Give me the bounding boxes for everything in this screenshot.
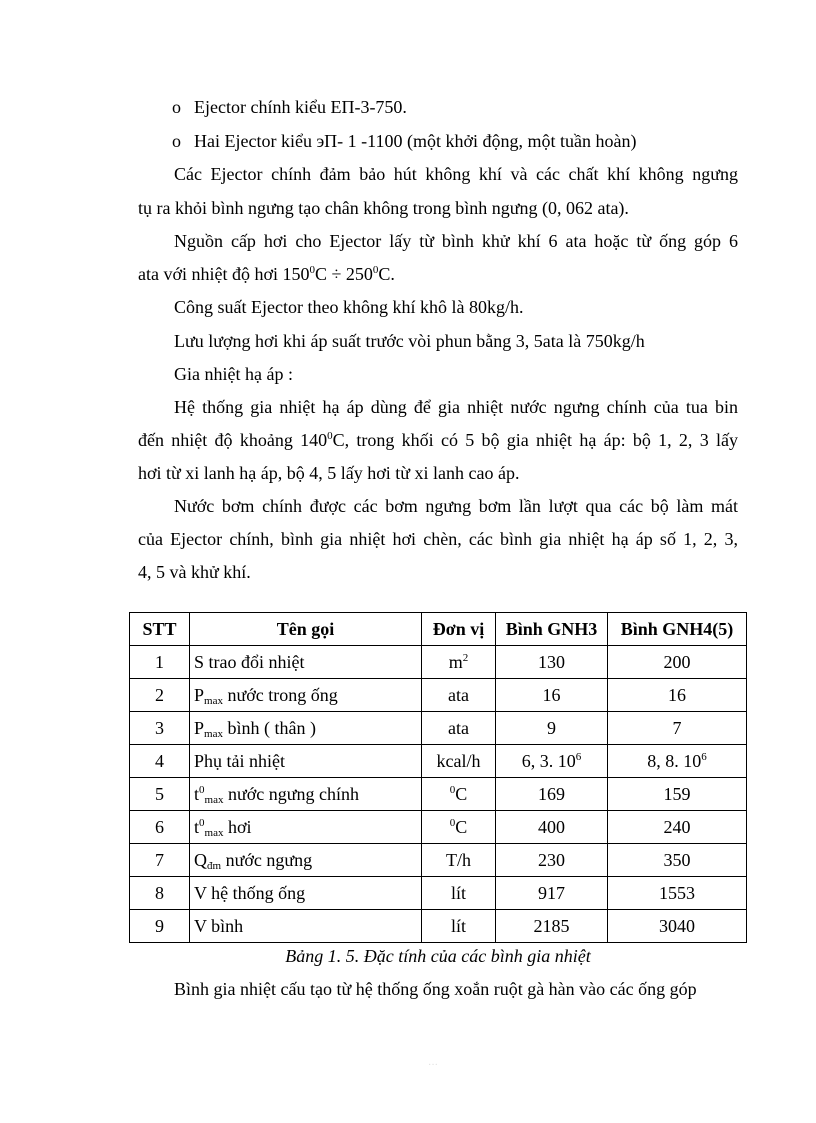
name-symbol: t	[194, 784, 200, 804]
cell-name	[190, 646, 422, 679]
stt-text: 5	[155, 784, 164, 804]
cell-gnh4	[608, 877, 747, 910]
gnh4-value: 200	[663, 652, 691, 672]
bullet-item-2	[172, 130, 637, 152]
text-run: C.	[378, 264, 395, 284]
unit-text: kcal/h	[436, 751, 481, 771]
bullet-marker: o	[172, 131, 181, 151]
section-heading: Gia nhiệt hạ áp :	[174, 364, 293, 384]
paragraph-7: Bình gia nhiệt cấu tạo từ hệ thống ống xoắn ruột gà hàn vào các ống góp	[174, 979, 697, 999]
superscript: 0	[327, 430, 333, 442]
cell-stt	[130, 679, 190, 712]
unit-text: C	[455, 784, 468, 804]
table-row	[130, 778, 747, 811]
paragraph-5-line-1: Hệ thống gia nhiệt hạ áp dùng để gia nhiệt nước ngưng chính của tua bin	[174, 397, 738, 417]
paragraph-4: Lưu lượng hơi khi áp suất trước vòi phun bằng 3, 5ata là 750kg/h	[174, 331, 645, 351]
name-text: V bình	[194, 916, 244, 936]
gnh3-value: 917	[538, 883, 565, 903]
cell-unit	[422, 646, 496, 679]
paragraph-6-line-3: 4, 5 và khử khí.	[138, 562, 251, 582]
stt-text: 8	[155, 883, 164, 903]
cell-gnh3	[496, 646, 608, 679]
cell-name	[190, 679, 422, 712]
table-row	[130, 679, 747, 712]
name-text: V hệ thống ống	[194, 883, 306, 903]
name-symbol: t	[194, 817, 200, 837]
name-symbol: P	[194, 685, 205, 705]
gnh4-value: 240	[663, 817, 691, 837]
gnh3-exponent: 6	[575, 751, 582, 763]
name-superscript: 0	[199, 817, 205, 829]
stt-text: 6	[155, 817, 164, 837]
cell-stt	[130, 778, 190, 811]
paragraph-6-line-2: của Ejector chính, bình gia nhiệt hơi chèn, các bình gia nhiệt hạ áp số 1, 2, 3,	[138, 529, 738, 549]
text-run: C, trong khối có 5 bộ gia nhiệt hạ áp: bộ 1, 2, 3 lấy	[332, 430, 738, 450]
name-subscript: max	[204, 695, 223, 707]
gnh3-value: 130	[538, 652, 565, 672]
cell-name	[190, 745, 422, 778]
unit-degree: 0	[449, 784, 456, 796]
paragraph-1-line-2: tụ ra khỏi bình ngưng tạo chân không trong bình ngưng (0, 062 ata).	[138, 198, 629, 218]
superscript: 0	[372, 264, 379, 276]
cell-name	[190, 844, 422, 877]
stt-text: 1	[155, 652, 164, 672]
bullet-text: Ejector chính kiểu EΠ-3-750.	[194, 97, 407, 117]
table-row	[130, 877, 747, 910]
superscript: 0	[309, 264, 316, 276]
gnh4-value: 3040	[659, 916, 695, 936]
unit-text: ata	[448, 685, 469, 705]
cell-unit	[422, 877, 496, 910]
stt-text: 3	[155, 718, 164, 738]
cell-unit	[422, 778, 496, 811]
table-row	[130, 910, 747, 943]
paragraph-2-line-1: Nguồn cấp hơi cho Ejector lấy từ bình khử khí 6 ata hoặc từ ống góp 6	[174, 231, 738, 251]
stt-text: 4	[155, 751, 164, 771]
unit-text: C	[455, 817, 468, 837]
cell-name	[190, 877, 422, 910]
unit-text: T/h	[446, 850, 471, 870]
cell-stt	[130, 811, 190, 844]
cell-name	[190, 910, 422, 943]
cell-gnh4	[608, 910, 747, 943]
gnh4-exponent: 6	[701, 751, 707, 763]
heater-spec-table	[129, 612, 747, 943]
cell-gnh3	[496, 844, 608, 877]
gnh3-value: 400	[538, 817, 565, 837]
paragraph-1-line-1: Các Ejector chính đảm bảo hút không khí và các chất khí không ngưng	[174, 164, 738, 184]
text-run: C ÷ 250	[315, 264, 373, 284]
table-row	[130, 811, 747, 844]
name-subscript: max	[204, 827, 224, 839]
gnh4-value: 350	[663, 850, 691, 870]
gnh3-value: 16	[542, 685, 561, 705]
name-symbol: Q	[194, 850, 207, 870]
cell-unit	[422, 844, 496, 877]
paragraph-2-line-2	[138, 263, 395, 285]
name-symbol: P	[194, 718, 205, 738]
cell-name	[190, 811, 422, 844]
cell-gnh3	[496, 679, 608, 712]
unit-text: ata	[448, 718, 469, 738]
name-subscript: max	[204, 794, 224, 806]
table-row	[130, 712, 747, 745]
name-text: nước ngưng	[221, 850, 313, 870]
name-text: nước ngưng chính	[223, 784, 359, 804]
name-text: hơi	[223, 817, 252, 837]
gnh4-value: 16	[668, 685, 686, 705]
cell-unit	[422, 679, 496, 712]
column-header-name: Tên gọi	[190, 613, 422, 646]
unit-text: m	[448, 652, 463, 672]
name-text: S trao đổi nhiệt	[194, 652, 305, 672]
gnh3-value: 6, 3. 10	[521, 751, 576, 771]
gnh4-value: 159	[663, 784, 691, 804]
bullet-marker: o	[172, 97, 181, 117]
stt-text: 7	[155, 850, 164, 870]
unit-superscript: 2	[462, 652, 469, 664]
cell-stt	[130, 646, 190, 679]
stt-text: 2	[155, 685, 164, 705]
column-header-unit: Đơn vị	[422, 613, 496, 646]
cell-gnh3	[496, 778, 608, 811]
cell-name	[190, 712, 422, 745]
cell-gnh4	[608, 712, 747, 745]
gnh4-value: 8, 8. 10	[647, 751, 702, 771]
text-run: ata với nhiệt độ hơi 150	[138, 264, 310, 284]
table-row	[130, 745, 747, 778]
cell-gnh4	[608, 646, 747, 679]
cell-gnh4	[608, 745, 747, 778]
table-row	[130, 646, 747, 679]
column-header-stt: STT	[130, 613, 190, 646]
cell-stt	[130, 877, 190, 910]
cell-gnh4	[608, 811, 747, 844]
cell-unit	[422, 712, 496, 745]
gnh4-value: 7	[672, 718, 682, 738]
cell-stt	[130, 712, 190, 745]
paragraph-6-line-1: Nước bơm chính được các bơm ngưng bơm lần lượt qua các bộ làm mát	[174, 496, 738, 516]
bullet-item-1	[172, 96, 407, 118]
column-header-gnh4: Bình GNH4(5)	[608, 613, 747, 646]
cell-gnh3	[496, 811, 608, 844]
stt-text: 9	[155, 916, 164, 936]
name-subscript: max	[204, 728, 223, 740]
cell-unit	[422, 811, 496, 844]
unit-text: lít	[450, 916, 466, 936]
cell-gnh3	[496, 712, 608, 745]
cell-unit	[422, 745, 496, 778]
cell-unit	[422, 910, 496, 943]
gnh4-value: 1553	[659, 883, 695, 903]
table-row	[130, 844, 747, 877]
gnh3-value: 2185	[533, 916, 570, 936]
text-run: đến nhiệt độ khoảng 140	[138, 430, 328, 450]
paragraph-3: Công suất Ejector theo không khí khô là 80kg/h.	[174, 297, 524, 317]
name-text: nước trong ống	[222, 685, 338, 705]
cell-gnh3	[496, 877, 608, 910]
gnh3-value: 169	[538, 784, 565, 804]
cell-gnh4	[608, 778, 747, 811]
bullet-text: Hai Ejector kiểu эΠ- 1 -1100 (một khởi động, một tuần hoàn)	[194, 131, 637, 151]
name-subscript: đm	[207, 860, 222, 872]
cell-gnh4	[608, 844, 747, 877]
paragraph-5-line-3: hơi từ xi lanh hạ áp, bộ 4, 5 lấy hơi từ xi lanh cao áp.	[138, 463, 520, 483]
cell-gnh4	[608, 679, 747, 712]
name-text: Phụ tải nhiệt	[194, 751, 285, 771]
cell-gnh3	[496, 910, 608, 943]
gnh3-value: 230	[538, 850, 565, 870]
table-header-row	[130, 613, 747, 646]
unit-text: lít	[450, 883, 466, 903]
unit-degree: 0	[449, 817, 456, 829]
column-header-gnh3: Bình GNH3	[496, 613, 608, 646]
cell-stt	[130, 745, 190, 778]
name-text: bình ( thân )	[222, 718, 316, 738]
cell-stt	[130, 844, 190, 877]
cell-gnh3	[496, 745, 608, 778]
table-caption: Bảng 1. 5. Đặc tính của các bình gia nhiệt	[285, 946, 591, 966]
cell-name	[190, 778, 422, 811]
page-watermark: ···	[428, 1060, 438, 1071]
name-superscript: 0	[199, 784, 205, 796]
paragraph-5-line-2	[138, 429, 738, 451]
cell-stt	[130, 910, 190, 943]
gnh3-value: 9	[547, 718, 556, 738]
